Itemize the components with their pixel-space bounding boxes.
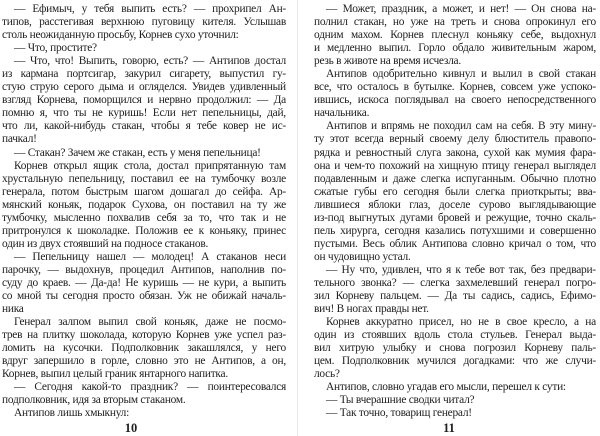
text-line: притронулся к шоколадке. Положив ее к коньяку, принес bbox=[2, 224, 286, 237]
text-line: — Что, простите? bbox=[14, 42, 97, 55]
page-left-text bbox=[2, 3, 286, 421]
text-line: цем. Подполковник мучился догадками: что же случи- bbox=[314, 355, 596, 368]
text-line: Генерал залпом выпил свой коньяк, даже не посмо- bbox=[14, 316, 286, 329]
text-line: пачкал! bbox=[2, 133, 37, 146]
text-line: ту этот всегда верный своему делу блюститель правопо- bbox=[314, 133, 596, 146]
text-line: Антипов и впрямь не походил сам на себя. В эту мину- bbox=[326, 120, 596, 133]
text-line: тельного звонка? — слегка захмелевший генерал погро- bbox=[314, 276, 596, 289]
text-line: мянский коньяк, подарок Сухова, он поставил на ту же bbox=[2, 198, 286, 211]
text-line: подполковник, идя за вторым стаканом. bbox=[2, 394, 186, 407]
text-line: одним махом. Корнев плеснул коньяку себе, выдохнул bbox=[314, 29, 596, 42]
text-line: вил хитрую улыбку и снова погрозил Корневу паль- bbox=[314, 342, 596, 355]
text-line: и медленно выпил. Горло обдало живительным жаром, bbox=[314, 42, 596, 55]
text-line: резь в животе на время исчезла. bbox=[314, 55, 461, 68]
text-line: — Сегодня какой-то праздник? — поинтересовался bbox=[14, 381, 286, 394]
text-line: столь неожиданную просьбу, Корнев сухо уточнил: bbox=[2, 29, 239, 42]
text-line: суду до краев. — Да-да! Не куришь — не кури, а выпить bbox=[2, 276, 286, 289]
text-line: рядка и ревностный слуга закона, сухой как мумия фара- bbox=[314, 146, 596, 159]
page-right bbox=[314, 3, 596, 433]
text-line: — Так точно, товарищ генерал! bbox=[326, 407, 472, 420]
text-line: он чудовищно устал. bbox=[314, 250, 411, 263]
text-line: Антипов, словно угадав его мысли, перешел к сути: bbox=[326, 381, 566, 394]
text-line: она и чем-то похожий на хищную птицу генерал выглядел bbox=[314, 159, 596, 172]
text-line: Антипов лишь хмыкнул: bbox=[14, 407, 129, 420]
text-line: ломить на кусочки. Подполковник закашлялся, у него bbox=[2, 342, 286, 355]
text-line: все, что осталось в бутылке. Корнев, совсем уже успоко- bbox=[314, 81, 596, 94]
text-line: из-под выгнутых дугами бровей и режущие, точно скаль- bbox=[314, 211, 596, 224]
text-line: вдруг запершило в горле, словно это не Антипов, а он, bbox=[2, 355, 286, 368]
page-number-right: 11 bbox=[443, 421, 455, 435]
text-line: стую струю серого дыма и огляделся. Увидев удивленный bbox=[2, 81, 286, 94]
text-line: — Пепельницу нашел — молодец! А стаканов неси bbox=[14, 250, 286, 263]
text-line: ника bbox=[2, 303, 24, 316]
text-line: парочку, — выдохнув, процедил Антипов, наполнив по- bbox=[2, 263, 286, 276]
text-line: вич! В ногах правды нет. bbox=[314, 303, 429, 316]
text-line: Антипов одобрительно кивнул и вылил в свой стакан bbox=[326, 68, 596, 81]
text-line: Корнев, выпил целый гра́ник янтарного напитка. bbox=[2, 368, 228, 381]
text-line: подавленным и даже слегка испуганным. Обычно плотно bbox=[314, 172, 596, 185]
text-line: сжатые губы его сегодня были слегка приоткрыты; вва- bbox=[314, 185, 596, 198]
text-line: один из стоявших вдоль стола стульев. Генерал выда- bbox=[314, 329, 596, 342]
text-line: — Ну что, удивлен, что я к тебе вот так, без предвари- bbox=[326, 263, 596, 276]
text-line: помню я, что ты не куришь! Если нет пепельницы, дай, bbox=[2, 107, 286, 120]
text-line: типов, расстегивая верхнюю пуговицу кителя. Услышав bbox=[2, 16, 286, 29]
text-line: Корнев открыл ящик стола, достал припрятанную там bbox=[14, 159, 286, 172]
text-line: ившись, искоса поглядывал на своего непосредственного bbox=[314, 94, 596, 107]
text-line: что ли, какой-нибудь стакан, чтобы я тебе ковер не ис- bbox=[2, 120, 286, 133]
text-line: начальника. bbox=[314, 107, 370, 120]
page-left bbox=[2, 3, 286, 433]
text-line: Корнев аккуратно присел, но не в свое кресло, а на bbox=[326, 316, 596, 329]
text-line: лось? bbox=[314, 368, 340, 381]
text-line: — Стакан? Зачем же стакан, есть у меня пепельница! bbox=[14, 146, 261, 159]
text-line: взгляд Корнева, поморщился и нервно продолжил: — Да bbox=[2, 94, 286, 107]
text-line: хрустальную пепельницу, поставил ее на тумбочку возле bbox=[2, 172, 286, 185]
text-line: — Ефимыч, у тебя выпить есть? — прохрипел Ан- bbox=[14, 3, 286, 15]
text-line: генерала, потом быстрым шагом дошагал до сейфа. Ар- bbox=[2, 185, 286, 198]
text-line: — Может, праздник, а может, и нет! — Он снова на- bbox=[326, 3, 596, 15]
text-line: тумбочку, мысленно похвалив себя за то, что так и не bbox=[2, 211, 286, 224]
page-number-left: 10 bbox=[124, 421, 138, 435]
text-line: — Что, что! Выпить, говорю, есть? — Антипов достал bbox=[14, 55, 286, 68]
text-line: полнил стакан, но уже на треть и снова опрокинул его bbox=[314, 16, 596, 29]
text-line: трев на плитку шоколада, которую Корнев уже успел раз- bbox=[2, 329, 286, 342]
text-line: пель хирурга, сегодня казались потухшими и совершенно bbox=[314, 224, 596, 237]
page-divider bbox=[297, 0, 298, 436]
text-line: из кармана портсигар, закурил сигарету, выпустил гу- bbox=[2, 68, 286, 81]
text-line: зил Корневу пальцем. — Да ты садись, садись, Ефимо- bbox=[314, 290, 596, 303]
text-line: со мной ты сегодня просто обязан. Уж не обижай началь- bbox=[2, 290, 286, 303]
page-right-text bbox=[314, 3, 596, 421]
text-line: один из двух стоявший на подносе стаканов. bbox=[2, 237, 209, 250]
text-line: пустыми. Весь облик Антипова словно кричал о том, что bbox=[314, 237, 596, 250]
text-line: лившиеся яблоки глаз, доселе сурово выглядывающие bbox=[314, 198, 596, 211]
text-line: — Ты вчерашние сводки читал? bbox=[326, 394, 475, 407]
